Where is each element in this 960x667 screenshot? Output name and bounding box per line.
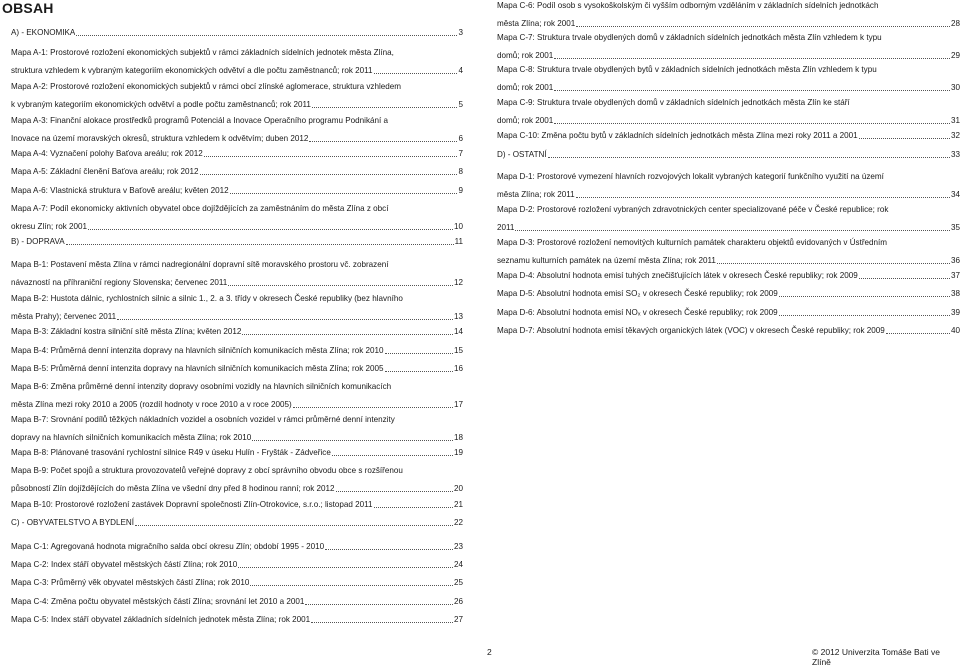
toc-page-number: 7 xyxy=(458,149,463,158)
toc-page-number: 17 xyxy=(453,400,463,409)
page-number: 2 xyxy=(487,647,492,657)
toc-entry-label: Mapa C-5: Index stáří obyvatel základních sídelních jednotek města Zlína; rok 2001 xyxy=(11,615,311,624)
toc-leader-dots xyxy=(374,73,458,74)
toc-entry-label: Mapa A-2: Prostorové rozložení ekonomických subjektů v rámci obcí zlínské aglomerace, struktura vzhledem xyxy=(11,82,402,91)
footer-copyright: © 2012 Univerzita Tomáše Bati ve Zlíně xyxy=(812,647,941,667)
toc-entry[interactable] xyxy=(11,596,463,607)
toc-page-number: 8 xyxy=(458,167,463,176)
toc-leader-dots xyxy=(859,138,950,139)
toc-entry-label: dopravy na hlavních silničních komunikacích města Zlína; rok 2010 xyxy=(11,433,252,442)
toc-leader-dots xyxy=(200,174,458,175)
toc-entry-label: Mapa C-9: Struktura trvale obydlených domů v základních sídelních jednotkách města Zlín ke stáří xyxy=(497,98,850,107)
toc-entry-label: Mapa B-9: Počet spojů a struktura provozovatelů veřejné dopravy z obcí správního obvodu obce s rozšířenou xyxy=(11,466,403,475)
toc-entry[interactable] xyxy=(497,115,960,126)
toc-entry[interactable] xyxy=(11,166,463,177)
toc-entry[interactable] xyxy=(11,148,463,159)
toc-page-number: 3 xyxy=(458,28,463,37)
page-title: OBSAH xyxy=(2,0,54,16)
toc-entry[interactable] xyxy=(497,325,960,336)
toc-page-number: 23 xyxy=(453,542,463,551)
toc-entry-label: Mapa B-6: Změna průměrné denní intenzity dopravy osobními vozidly na hlavních silničních komunikacích xyxy=(11,382,392,391)
toc-entry[interactable] xyxy=(497,82,960,93)
toc-page-number: 13 xyxy=(453,312,463,321)
toc-entry-label: Mapa C-7: Struktura trvale obydlených domů v základních sídelních jednotkách města Zlín vzhledem k typu xyxy=(497,33,882,42)
toc-page-number: 5 xyxy=(458,100,463,109)
toc-entry-label: C) - OBYVATELSTVO A BYDLENÍ xyxy=(11,518,134,527)
toc-entry-label: Mapa C-8: Struktura trvale obydlených bytů v základních sídelních jednotkách města Zlín vzhledem k typu xyxy=(497,65,877,74)
toc-page-number: 10 xyxy=(453,222,463,231)
toc-entry-label: města Zlína; rok 2001 xyxy=(497,19,576,28)
toc-entry[interactable] xyxy=(11,27,463,38)
toc-leader-dots xyxy=(336,491,453,492)
toc-page-number: 19 xyxy=(453,448,463,457)
toc-page-number: 30 xyxy=(950,83,960,92)
toc-leader-dots xyxy=(250,585,453,586)
toc-entry-label: Mapa C-4: Změna počtu obyvatel městských částí Zlína; srovnání let 2010 a 2001 xyxy=(11,597,305,606)
toc-leader-dots xyxy=(717,263,950,264)
toc-entry[interactable] xyxy=(11,614,463,625)
toc-entry-label: Mapa D-2: Prostorové rozložení vybraných zdravotnických center specializované péče v České republice; rok xyxy=(497,205,889,214)
toc-entry[interactable] xyxy=(11,483,463,494)
toc-entry[interactable] xyxy=(11,577,463,588)
toc-entry-label: Mapa D-5: Absolutní hodnota emisí SO₂ v okresech České republiky; rok 2009 xyxy=(497,289,778,298)
toc-leader-dots xyxy=(779,296,950,297)
toc-entry[interactable] xyxy=(11,447,463,458)
toc-leader-dots xyxy=(385,353,453,354)
toc-page-number: 11 xyxy=(454,237,463,246)
toc-entry-label: Mapa B-8: Plánované trasování rychlostní silnice R49 v úseku Hulín - Fryšták - Zádveřice xyxy=(11,448,331,457)
toc-entry-label: Mapa B-5: Průměrná denní intenzita dopravy na hlavních silničních komunikacích města Zlína; rok 2005 xyxy=(11,364,384,373)
toc-page-number: 37 xyxy=(950,271,960,280)
toc-entry-label: 2011 xyxy=(497,223,515,232)
toc-entry[interactable] xyxy=(11,133,463,144)
toc-leader-dots xyxy=(238,567,453,568)
toc-entry-label: Mapa D-1: Prostorové vymezení hlavních rozvojových lokalit vybraných kategorií funkčního využití na území xyxy=(497,172,884,181)
toc-page-number: 29 xyxy=(950,51,960,60)
toc-entry-label: města Zlína mezi roky 2010 a 2005 (rozdíl hodnoty v roce 2010 a v roce 2005) xyxy=(11,400,292,409)
toc-leader-dots xyxy=(325,549,453,550)
toc-entry-label: domů; rok 2001 xyxy=(497,83,554,92)
toc-entry-label: města Zlína; rok 2011 xyxy=(497,190,575,199)
toc-entry[interactable] xyxy=(11,185,463,196)
toc-entry-label: Mapa B-10: Prostorové rozložení zastávek Dopravní společnosti Zlín-Otrokovice, s.r.o.; listopad 2011 xyxy=(11,500,373,509)
toc-entry[interactable] xyxy=(11,399,463,410)
toc-page-number: 31 xyxy=(950,116,960,125)
toc-entry-label: Mapa C-2: Index stáří obyvatel městských částí Zlína; rok 2010 xyxy=(11,560,238,569)
toc-entry[interactable] xyxy=(497,189,960,200)
toc-entry-label: návazností na příhraniční regiony Slovenska; červenec 2011 xyxy=(11,278,228,287)
toc-leader-dots xyxy=(230,193,458,194)
toc-leader-dots xyxy=(576,26,950,27)
toc-entry[interactable] xyxy=(11,517,463,528)
toc-leader-dots xyxy=(76,35,457,36)
toc-entry[interactable] xyxy=(11,65,463,76)
toc-entry[interactable] xyxy=(11,432,463,443)
toc-entry-label: domů; rok 2001 xyxy=(497,116,554,125)
toc-entry-label: Mapa B-1: Postavení města Zlína v rámci nadregionální dopravní sítě moravského prostoru vč. zobrazení xyxy=(11,260,389,269)
toc-entry[interactable] xyxy=(497,50,960,61)
toc-entry-label: okresu Zlín; rok 2001 xyxy=(11,222,88,231)
toc-entry-label: města Prahy); červenec 2011 xyxy=(11,312,117,321)
toc-leader-dots xyxy=(886,333,950,334)
toc-entry[interactable] xyxy=(11,277,463,288)
toc-entry[interactable] xyxy=(11,221,463,232)
toc-entry[interactable] xyxy=(11,541,463,552)
toc-page-number: 39 xyxy=(950,308,960,317)
toc-leader-dots xyxy=(242,334,453,335)
toc-entry-label: Mapa B-7: Srovnání podílů těžkých nákladních vozidel a osobních vozidel v rámci průměrné denní intenzity xyxy=(11,415,395,424)
toc-entry-label: Inovace na území moravských okresů, struktura vzhledem k odvětvím; duben 2012 xyxy=(11,134,309,143)
toc-page-number: 28 xyxy=(950,19,960,28)
toc-leader-dots xyxy=(204,156,458,157)
toc-page-number: 14 xyxy=(453,327,463,336)
toc-entry-label: Mapa D-4: Absolutní hodnota emisí tuhých znečišťujících látek v okresech České republiky; rok 2009 xyxy=(497,271,858,280)
toc-entry-label: Mapa C-1: Agregovaná hodnota migračního salda obcí okresu Zlín; období 1995 - 2010 xyxy=(11,542,325,551)
toc-leader-dots xyxy=(293,407,453,408)
toc-leader-dots xyxy=(309,141,457,142)
toc-entry[interactable] xyxy=(11,345,463,356)
toc-leader-dots xyxy=(311,622,453,623)
toc-entry-label: A) - EKONOMIKA xyxy=(11,28,76,37)
toc-entry[interactable] xyxy=(497,255,960,266)
toc-page-number: 33 xyxy=(950,150,960,159)
toc-leader-dots xyxy=(312,107,458,108)
toc-leader-dots xyxy=(374,507,453,508)
toc-entry-label: Mapa D-3: Prostorové rozložení nemovitých kulturních památek charakteru objektů evidovaných v Ústředním xyxy=(497,238,888,247)
toc-page-number: 25 xyxy=(453,578,463,587)
toc-leader-dots xyxy=(305,604,453,605)
toc-entry-label: Mapa A-7: Podíl ekonomicky aktivních obyvatel obce dojíždějících za zaměstnáním do města Zlína z obcí xyxy=(11,204,389,213)
toc-entry[interactable] xyxy=(11,559,463,570)
toc-page-number: 15 xyxy=(453,346,463,355)
toc-entry-label: struktura vzhledem k vybraným kategoriím ekonomických odvětví a dle počtu zaměstnanců; rok 2011 xyxy=(11,66,373,75)
toc-entry-label: Mapa D-6: Absolutní hodnota emisí NOₓ v okresech České republiky; rok 2009 xyxy=(497,308,778,317)
toc-page-number: 4 xyxy=(458,66,463,75)
toc-page-number: 32 xyxy=(950,131,960,140)
toc-entry[interactable] xyxy=(11,236,463,247)
toc-leader-dots xyxy=(66,244,454,245)
toc-leader-dots xyxy=(252,440,453,441)
toc-entry-label: Mapa A-4: Vyznačení polohy Baťova areálu; rok 2012 xyxy=(11,149,203,158)
toc-leader-dots xyxy=(228,285,453,286)
toc-entry-label: Mapa A-6: Vlastnická struktura v Baťově areálu; květen 2012 xyxy=(11,186,229,195)
toc-page-number: 18 xyxy=(453,433,463,442)
toc-entry-label: Mapa B-3: Základní kostra silniční sítě města Zlína; květen 2012 xyxy=(11,327,242,336)
toc-leader-dots xyxy=(859,278,950,279)
toc-page-number: 34 xyxy=(950,190,960,199)
toc-entry-label: Mapa A-3: Finanční alokace prostředků programů Potenciál a Inovace Operačního programu Podnikání a xyxy=(11,116,389,125)
toc-entry[interactable] xyxy=(11,311,463,322)
toc-entry[interactable] xyxy=(497,149,960,160)
toc-entry-label: Mapa B-2: Hustota dálnic, rychlostních silnic a silnic 1., 2. a 3. třídy v okresech České republiky (bez hlavního xyxy=(11,294,403,303)
toc-entry[interactable] xyxy=(497,270,960,281)
toc-entry-label: Mapa C-10: Změna počtu bytů v základních sídelních jednotkách města Zlína mezi roky 2011 a 2001 xyxy=(497,131,858,140)
toc-leader-dots xyxy=(88,229,453,230)
toc-page-number: 9 xyxy=(458,186,463,195)
toc-page-number: 40 xyxy=(950,326,960,335)
toc-entry-label: Mapa B-4: Průměrná denní intenzita dopravy na hlavních silničních komunikacích města Zlína; rok 2010 xyxy=(11,346,384,355)
toc-leader-dots xyxy=(548,157,950,158)
toc-leader-dots xyxy=(779,315,950,316)
toc-entry[interactable] xyxy=(497,18,960,29)
toc-entry-label: domů; rok 2001 xyxy=(497,51,554,60)
toc-entry-label: Mapa C-6: Podíl osob s vysokoškolským či vyšším odborným vzděláním v základních sídelních jednotkách xyxy=(497,1,879,10)
toc-entry[interactable] xyxy=(497,130,960,141)
toc-entry-label: seznamu kulturních památek na území města Zlína; rok 2011 xyxy=(497,256,716,265)
toc-entry-label: D) - OSTATNÍ xyxy=(497,150,547,159)
toc-entry-label: působností Zlín dojíždějících do města Zlína ve všední dny před 8 hodinou ranní; rok 2012 xyxy=(11,484,335,493)
toc-leader-dots xyxy=(554,58,950,59)
toc-page-number: 27 xyxy=(453,615,463,624)
toc-leader-dots xyxy=(554,90,950,91)
toc-leader-dots xyxy=(117,319,453,320)
toc-entry[interactable] xyxy=(11,99,463,110)
toc-entry[interactable] xyxy=(11,363,463,374)
toc-leader-dots xyxy=(385,371,453,372)
toc-entry-label: Mapa D-7: Absolutní hodnota emisí těkavých organických látek (VOC) v okresech České republiky; rok 2009 xyxy=(497,326,885,335)
toc-page-number: 24 xyxy=(453,560,463,569)
toc-entry[interactable] xyxy=(497,222,960,233)
toc-page-number: 20 xyxy=(453,484,463,493)
toc-entry[interactable] xyxy=(497,288,960,299)
toc-page-number: 6 xyxy=(458,134,463,143)
toc-entry[interactable] xyxy=(497,307,960,318)
toc-leader-dots xyxy=(332,455,453,456)
toc-page-number: 21 xyxy=(453,500,463,509)
toc-page-number: 12 xyxy=(453,278,463,287)
toc-page-number: 36 xyxy=(950,256,960,265)
toc-entry-label: Mapa A-1: Prostorové rozložení ekonomických subjektů v rámci základních sídelních jednotek města Zlína, xyxy=(11,48,394,57)
toc-leader-dots xyxy=(554,123,950,124)
toc-leader-dots xyxy=(135,525,453,526)
toc-leader-dots xyxy=(515,230,950,231)
toc-entry-label: k vybraným kategoriím ekonomických odvětví a podle počtu zaměstnanců; rok 2011 xyxy=(11,100,311,109)
toc-entry-label: Mapa A-5: Základní členění Baťova areálu; rok 2012 xyxy=(11,167,199,176)
toc-page-number: 26 xyxy=(453,597,463,606)
toc-entry-label: B) - DOPRAVA xyxy=(11,237,65,246)
toc-page-number: 35 xyxy=(950,223,960,232)
toc-entry-label: Mapa C-3: Průměrný věk obyvatel městských částí Zlína; rok 2010 xyxy=(11,578,250,587)
toc-page-number: 16 xyxy=(453,364,463,373)
toc-entry[interactable] xyxy=(11,326,463,337)
toc-page-number: 22 xyxy=(453,518,463,527)
toc-page-number: 38 xyxy=(950,289,960,298)
toc-leader-dots xyxy=(576,197,950,198)
toc-entry[interactable] xyxy=(11,499,463,510)
